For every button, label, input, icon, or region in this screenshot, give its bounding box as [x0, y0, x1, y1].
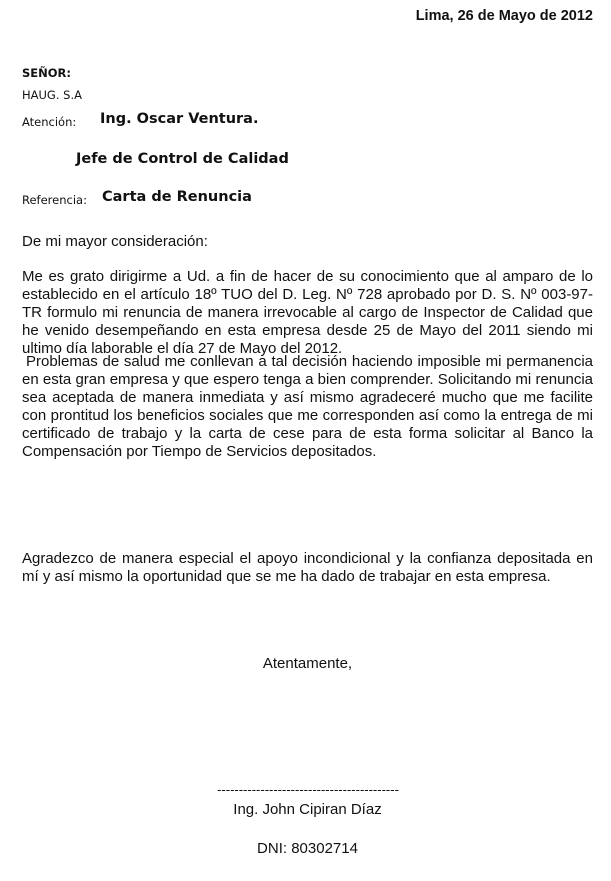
attention-name: Ing. Oscar Ventura. [100, 111, 259, 127]
body-paragraph-2: Problemas de salud me conllevan a tal decisión haciendo imposible mi permanencia en esta gran empresa y que espero tenga a bien comprender. Solicitando mi renuncia sea aceptada de manera inmediata y así mismo agradeceré mucho que me facilite con prontitud los beneficios sociales que me corresponden así como la entrega de mi certificado de trabajo y la carta de cese para de esta forma solicitar al Banco la Compensación por Tiempo de Servicios depositados. [22, 353, 593, 460]
reference-label: Referencia: [22, 193, 87, 207]
attention-label: Atención: [22, 115, 77, 129]
recipient-company: HAUG. S.A [22, 88, 82, 102]
signature-line: ------------------------------------------ [217, 782, 399, 797]
closing: Atentamente, [262, 655, 353, 672]
reference-value: Carta de Renuncia [102, 189, 252, 205]
body-paragraph-3: Agradezco de manera especial el apoyo incondicional y la confianza depositada en mí y así mismo la oportunidad que se me ha dado de trabajar en esta empresa. [22, 550, 593, 585]
recipient-title: SEÑOR: [22, 66, 71, 80]
attention-position: Jefe de Control de Calidad [76, 151, 289, 167]
signer-name: Ing. John Cipiran Díaz [233, 801, 382, 818]
body-paragraph-1: Me es grato dirigirme a Ud. a fin de hacer de su conocimiento que al amparo de lo establecido en el artículo 18º TUO del D. Leg. Nº 728 aprobado por D. S. Nº 003-97-TR formulo mi renuncia de manera irrevocable al cargo de Inspector de Calidad que he venido desempeñando en esta empresa desde 25 de Mayo del 2011 siendo mi ultimo día laborable el día 27 de Mayo del 2012. [22, 268, 593, 357]
signer-dni: DNI: 80302714 [257, 840, 358, 857]
letter-date: Lima, 26 de Mayo de 2012 [415, 8, 593, 24]
salutation: De mi mayor consideración: [22, 233, 208, 250]
